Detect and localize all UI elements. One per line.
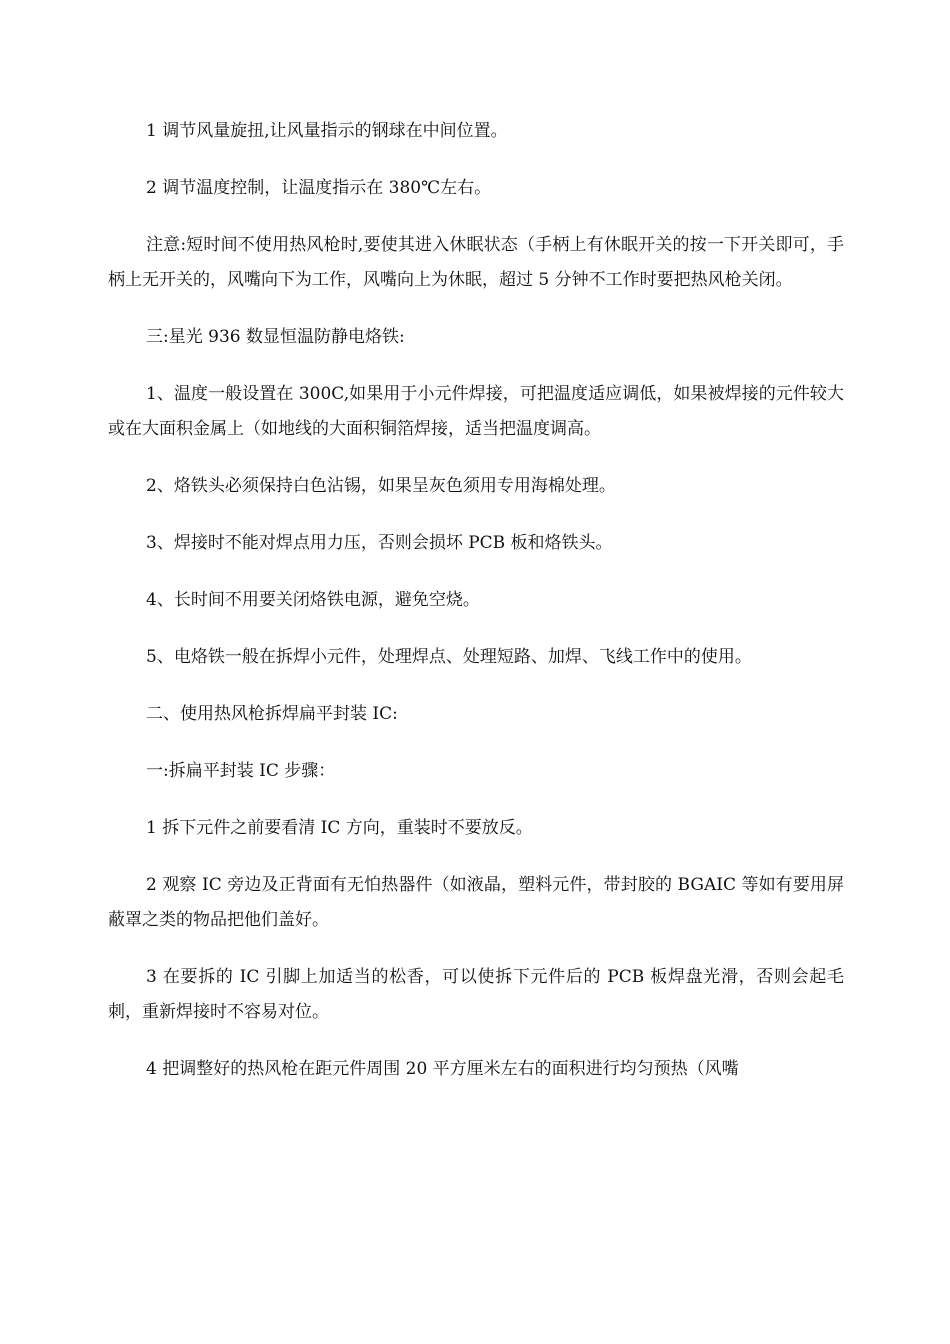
paragraph-iron-power: 4、长时间不用要关闭烙铁电源，避免空烧。	[146, 590, 480, 610]
paragraph-airflow-adjust: 1 调节风量旋扭,让风量指示的钢球在中间位置。	[146, 121, 508, 141]
paragraph-temperature-adjust: 2 调节温度控制，让温度指示在 380℃左右。	[146, 178, 492, 198]
paragraph-step-2: 2 观察 IC 旁边及正背面有无怕热器件（如液晶，塑料元件，带封胶的 BGAIC 等如有要用屏蔽罩之类的物品把他们盖好。	[108, 875, 844, 930]
paragraph-iron-pressure: 3、焊接时不能对焊点用力压，否则会损坏 PCB 板和烙铁头。	[146, 533, 613, 553]
section-heading-flat-ic: 二、使用热风枪拆焊扁平封装 IC:	[146, 704, 398, 724]
document-body	[108, 114, 844, 1109]
paragraph-step-1: 1 拆下元件之前要看清 IC 方向，重装时不要放反。	[146, 818, 533, 838]
paragraph-iron-usage: 5、电烙铁一般在拆焊小元件，处理焊点、处理短路、加焊、飞线工作中的使用。	[146, 647, 752, 667]
section-heading-soldering-iron: 三:星光 936 数显恒温防静电烙铁:	[146, 327, 405, 347]
paragraph-sleep-note: 注意:短时间不使用热风枪时,要使其进入休眠状态（手柄上有休眠开关的按一下开关即可，手柄上无开关的，风嘴向下为工作，风嘴向上为休眠，超过 5 分钟不工作时要把热风枪关闭。	[108, 235, 844, 290]
paragraph-step-3: 3 在要拆的 IC 引脚上加适当的松香，可以使拆下元件后的 PCB 板焊盘光滑，否则会起毛刺，重新焊接时不容易对位。	[108, 967, 844, 1022]
paragraph-iron-temperature: 1、温度一般设置在 300C,如果用于小元件焊接，可把温度适应调低，如果被焊接的元件较大或在大面积金属上（如地线的大面积铜箔焊接，适当把温度调高。	[108, 384, 844, 439]
paragraph-step-4: 4 把调整好的热风枪在距元件周围 20 平方厘米左右的面积进行均匀预热（风嘴	[146, 1059, 739, 1079]
paragraph-iron-tip: 2、烙铁头必须保持白色沾锡，如果呈灰色须用专用海棉处理。	[146, 476, 616, 496]
subsection-heading-remove-steps: 一:拆扁平封装 IC 步骤：	[146, 761, 336, 781]
